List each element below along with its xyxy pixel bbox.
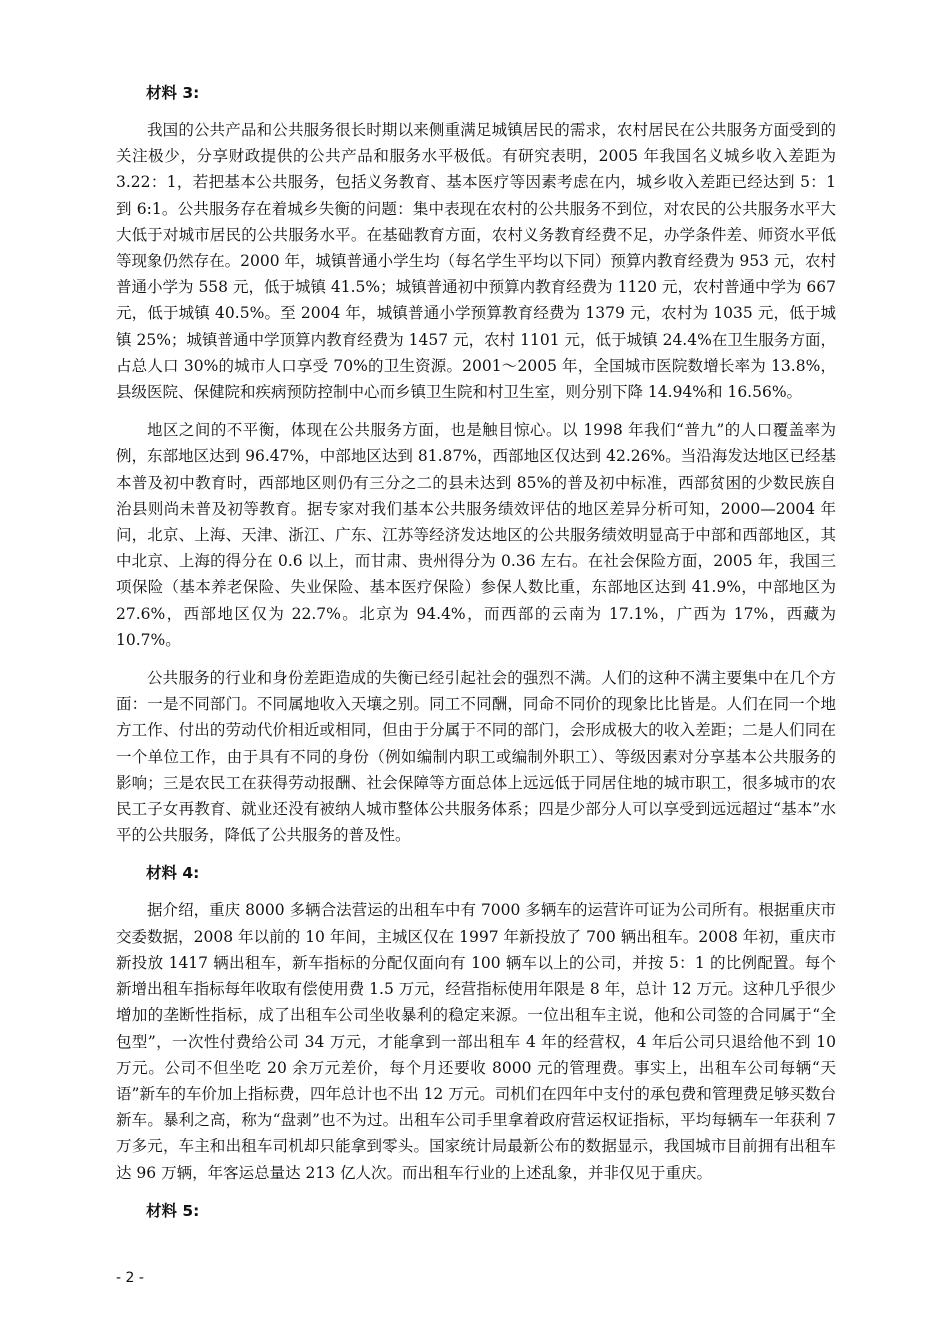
material-4-heading: 材料 4: xyxy=(146,864,200,883)
material-3-heading: 材料 3: xyxy=(146,84,200,102)
material-5-heading: 材料 5: xyxy=(146,1201,200,1220)
material-3-paragraph-2: 地区之间的不平衡，体现在公共服务方面，也是触目惊心。以 1998 年我们“普九”的人口覆盖率为例，东部地区达到 96.47%，中部地区达到 81.87%，西部地区仅达到 42.26%。当沿海发达地区已经基本普及初中教育时，西部地区则仍有三分之二的县未达到 85%的普及初中标准，西部贫困的少数民族自治县则尚未普及初等教育。据专家对我们基本公共服务绩效评估的地区差异分析可知，2000—2004 年问，北京、上海、天津、浙江、广东、江苏等经济发达地区的公共服务绩效明显高于中部和西部地区，其中北京、上海的得分在 0.6 以上，而甘肃、贵州得分为 0.36 左右。在社会保险方面，2005 年，我国三项保险（基本养老保险、失业保险、基本医疗保险）参保人数比重，东部地区达到 41.9%，中部地区为 27.6%，西部地区仅为 22.7%。北京为 94.4%，而西部的云南为 17.1%，广西为 17%，西藏为 10.7%。 xyxy=(116,421,836,649)
material-4-paragraph-1: 据介绍，重庆 8000 多辆合法营运的出租车中有 7000 多辆车的运营许可证为公司所有。根据重庆市交委数据，2008 年以前的 10 年间，主城区仅在 1997 年新投放了 700 辆出租车。2008 年初，重庆市新投放 1417 辆出租车，新车指标的分配仅面向有 100 辆车以上的公司，并按 5：1 的比例配置。每个新增出租车指标每年收取有偿使用费 1.5 万元，经营指标使用年限是 8 年，总计 12 万元。这种几乎很少增加的垄断性指标，成了出租车公司坐收暴利的稳定来源。一位出租车主说，他和公司签的合同属于“全包型”，一次性付费给公司 34 万元，才能拿到一部出租车 4 年的经营权，4 年后公司只退给他不到 10 万元。公司不但坐吃 20 余万元差价，每个月还要收 8000 元的管理费。事实上，出租车公司每辆“天语”新车的车价加上指标费，四年总计也不出 12 万元。司机们在四年中支付的承包费和管理费足够买数台新车。暴利之高，称为“盘剥”也不为过。出租车公司手里拿着政府营运权证指标，平均每辆车一年获利 7 万多元，车主和出租车司机却只能拿到零头。国家统计局最新公布的数据显示，我国城市目前拥有出租车达 96 万辆，年客运总量达 213 亿人次。而出租车行业的上述乱象，并非仅见于重庆。 xyxy=(116,901,836,1182)
document-body xyxy=(116,80,836,1224)
material-3-paragraph-1: 我国的公共产品和公共服务很长时期以来侧重满足城镇居民的需求，农村居民在公共服务方面受到的关注极少，分享财政提供的公共产品和服务水平极低。有研究表明，2005 年我国名义城乡收入差距为 3.22：1，若把基本公共服务，包括义务教育、基本医疗等因素考虑在内，城乡收入差距已经达到 5：1 到 6:1。公共服务存在着城乡失衡的问题：集中表现在农村的公共服务不到位，对农民的公共服务水平大大低于对城市居民的公共服务水平。在基础教育方面，农村义务教育经费不足，办学条件差、师资水平低等现象仍然存在。2000 年，城镇普通小学生均（每名学生平均以下同）预算内教育经费为 953 元，农村普通小学为 558 元，低于城镇 41.5%；城镇普通初中预算内教育经费为 1120 元，农村普通中学为 667 元，低于城镇 40.5%。至 2004 年，城镇普通小学预算教育经费为 1379 元，农村为 1035 元，低于城镇 25%；城镇普通中学顶算内教育经费为 1457 元，农村 1101 元，低于城镇 24.4%在卫生服务方面，占总人口 30%的城市人口享受 70%的卫生资源。2001～2005 年，全国城市医院数增长率为 13.8%，县级医院、保健院和疾病预防控制中心而乡镇卫生院和村卫生室，则分别下降 14.94%和 16.56%。 xyxy=(116,121,836,402)
material-3-paragraph-3: 公共服务的行业和身份差距造成的失衡已经引起社会的强烈不满。人们的这种不满主要集中在几个方面：一是不同部门。不同属地收入天壤之别。同工不同酬，同命不同价的现象比比皆是。人们在同一个地方工作、付出的劳动代价相近或相同，但由于分属于不同的部门，会形成极大的收入差距；二是人们同在一个单位工作，由于具有不同的身份（例如编制内职工或编制外职工）、等级因素对分享基本公共服务的影响；三是农民工在获得劳动报酬、社会保障等方面总体上远远低于同居住地的城市职工，很多城市的农民工子女再教育、就业还没有被纳人城市整体公共服务体系；四是少部分人可以享受到远远超过“基本”水平的公共服务，降低了公共服务的普及性。 xyxy=(116,669,836,845)
page-number: - 2 - xyxy=(116,1270,144,1286)
